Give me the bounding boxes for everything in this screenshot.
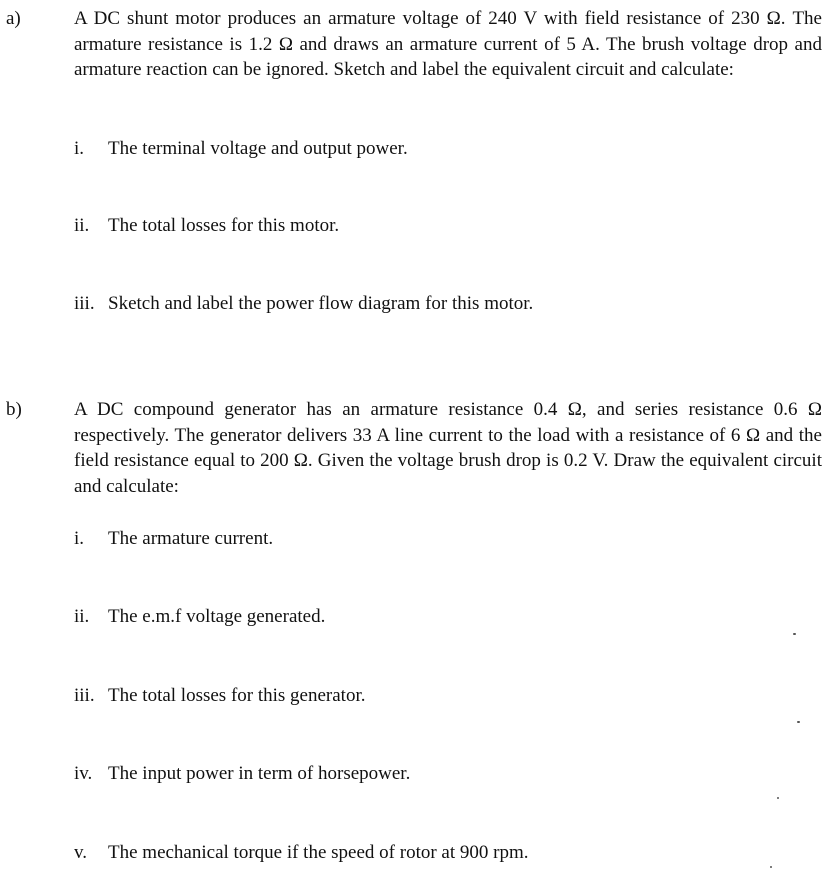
item-number: iii.: [74, 685, 95, 706]
question-b-item-3: [74, 683, 366, 708]
item-number: iii.: [74, 293, 95, 314]
scan-speck: [793, 633, 796, 635]
item-number: i.: [74, 138, 85, 159]
question-b-item-4: [74, 761, 410, 786]
item-number: ii.: [74, 606, 90, 627]
question-b-item-2: [74, 604, 325, 629]
question-a-item-2: [74, 213, 339, 238]
item-text: The total losses for this generator.: [108, 685, 366, 706]
item-text: Sketch and label the power flow diagram for this motor.: [108, 293, 534, 314]
question-b-item-1: [74, 526, 273, 551]
question-a-item-3: [74, 291, 533, 316]
item-text: The armature current.: [108, 528, 274, 549]
item-text: The e.m.f voltage generated.: [108, 606, 326, 627]
item-number: ii.: [74, 215, 90, 236]
question-a-label: a): [6, 8, 21, 29]
item-text: The total losses for this motor.: [108, 215, 340, 236]
item-number: iv.: [74, 763, 93, 784]
item-number: v.: [74, 842, 88, 863]
scan-speck: [797, 721, 800, 723]
scan-speck: [777, 797, 779, 799]
question-a-item-1: [74, 136, 408, 161]
question-b-text: A DC compound generator has an armature resistance 0.4 Ω, and series resistance 0.6 Ω respectively. The generator delivers 33 A line current to the load with a resistance of 6 Ω and the field resistance equal to 200 Ω. Given the voltage brush drop is 0.2 V. Draw the equivalent circuit and calculate:: [74, 399, 822, 497]
item-text: The mechanical torque if the speed of rotor at 900 rpm.: [108, 842, 529, 863]
scan-speck: [770, 866, 772, 868]
item-text: The input power in term of horsepower.: [108, 763, 411, 784]
question-b-label: b): [6, 399, 22, 420]
item-number: i.: [74, 528, 85, 549]
item-text: The terminal voltage and output power.: [108, 138, 408, 159]
question-b-item-5: [74, 840, 529, 865]
question-a-text: A DC shunt motor produces an armature voltage of 240 V with field resistance of 230 Ω. The armature resistance is 1.2 Ω and draws an armature current of 5 A. The brush voltage drop and armature reaction can be ignored. Sketch and label the equivalent circuit and calculate:: [74, 8, 822, 80]
